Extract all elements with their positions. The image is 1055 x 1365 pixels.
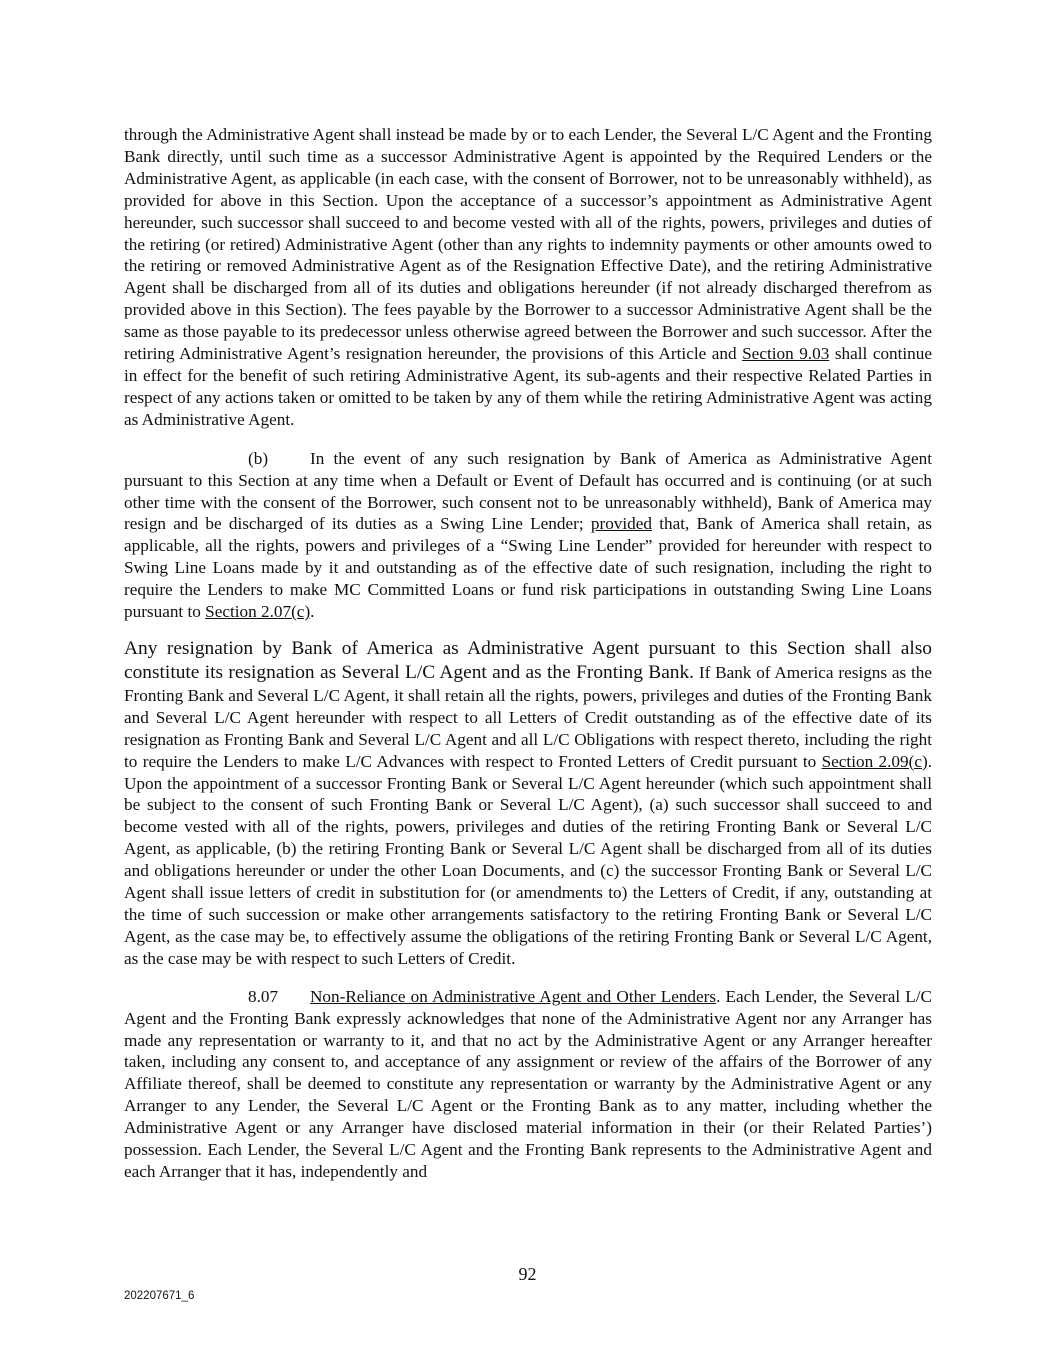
section-number: 8.07 xyxy=(248,986,279,1006)
document-body xyxy=(124,124,932,1183)
clause-label: (b) xyxy=(248,448,269,468)
section-reference-link[interactable]: Section 2.07(c) xyxy=(205,602,311,622)
document-id: 202207671_6 xyxy=(124,1290,195,1302)
paragraph-continued: through the Administrative Agent shall instead be made by or to each Lender, the Several L/C Agent and the Fronting Bank directly, until such time as a successor Administrative Agent is appointed by the Required Lenders or the Administrative Agent, as applicable (in each case, with the consent of Borrower, not to be unreasonably withheld), as provided for above in this Section. Upon the acceptance of a successor’s appointment as Administrative Agent hereunder, such successor shall succeed to and become vested with all of the rights, powers, privileges and duties of the retiring (or retired) Administrative Agent (other than any rights to indemnity payments or other amounts owed to the retiring or removed Administrative Agent as of the Resignation Effective Date), and the retiring Administrative Agent shall be discharged from all of its duties and obligations hereunder (if not already discharged therefrom as provided above in this Section). The fees payable by the Borrower to a successor Administrative Agent shall be the same as those payable to its predecessor unless otherwise agreed between the Borrower and such successor. After the retiring Administrative Agent’s resignation hereunder, the provisions of this Article and Section 9.03 shall continue in effect for the benefit of such retiring Administrative Agent, its sub-agents and their respective Related Parties in respect of any actions taken or omitted to be taken by any of them while the retiring Administrative Agent was acting as Administrative Agent. xyxy=(124,125,932,429)
section-heading: Non-Reliance on Administrative Agent and Other Lenders xyxy=(310,986,717,1006)
emphasis-provided: provided xyxy=(590,514,652,534)
section-8-07: 8.07 Non-Reliance on Administrative Agent and Other Lenders. Each Lender, the Several L/C Agent and the Fronting Bank expressly acknowledges that none of the Administrative Agent nor any Arranger has made any representation or warranty to it, and that no act by the Administrative Agent or any Arranger hereafter taken, including any consent to, and acceptance of any assignment or review of the affairs of the Borrower of any Affiliate thereof, shall be deemed to constitute any representation or warranty by the Administrative Agent or any Arranger to any Lender, the Several L/C Agent or the Fronting Bank as to any matter, including whether the Administrative Agent or any Arranger have disclosed material information in their (or their Related Parties’) possession. Each Lender, the Several L/C Agent and the Fronting Bank represents to the Administrative Agent and each Arranger that it has, independently and xyxy=(124,986,933,1181)
paragraph-b: (b) In the event of any such resignation by Bank of America as Administrative Agent pursuant to this Section at any time when a Default or Event of Default has occurred and is continuing (or at such other time with the consent of the Borrower, such consent not to be unreasonably withheld), Bank of America may resign and be discharged of its duties as a Swing Line Lender; provided that, Bank of America shall retain, as applicable, all the rights, powers and privileges of a “Swing Line Lender” provided for hereunder with respect to Swing Line Loans made by it and outstanding as of the effective date of such resignation, including the right to require the Lenders to make MC Committed Loans or fund risk participations in outstanding Swing Line Loans pursuant to Section 2.07(c). xyxy=(124,448,932,622)
paragraph-resignation: Any resignation by Bank of America as Administrative Agent pursuant to this Section shall also constitute its resignation as Several L/C Agent and as the Fronting Bank. If Bank of America resigns as the Fronting Bank and Several L/C Agent, it shall retain all the rights, powers, privileges and duties of the Fronting Bank and Several L/C Agent hereunder with respect to all Letters of Credit outstanding as of the effective date of its resignation as Fronting Bank and Several L/C Agent and all L/C Obligations with respect thereto, including the right to require the Lenders to make L/C Advances with respect to Fronted Letters of Credit pursuant to Section 2.09(c). Upon the appointment of a successor Fronting Bank or Several L/C Agent hereunder (which such appointment shall be subject to the consent of such Fronting Bank or Several L/C Agent), (a) such successor shall succeed to and become vested with all of the rights, powers, privileges and duties of the retiring Fronting Bank or Several L/C Agent, as applicable, (b) the retiring Fronting Bank or Several L/C Agent shall be discharged from all of its duties and obligations hereunder or under the other Loan Documents, and (c) the successor Fronting Bank or Several L/C Agent shall issue letters of credit in substitution for (or amendments to) the Letters of Credit, if any, outstanding at the time of such succession or make other arrangements satisfactory to the retiring Fronting Bank or Several L/C Agent, as the case may be, to effectively assume the obligations of the retiring Fronting Bank or Several L/C Agent, as the case may be with respect to such Letters of Credit. xyxy=(124,637,932,968)
resignation-lead-sentence: Any resignation by Bank of America as Administrative Agent pursuant to this Section shall also constitute its resignation as Several L/C Agent and as the Fronting Bank. xyxy=(124,637,932,683)
section-reference-link[interactable]: Section 2.09(c) xyxy=(821,751,928,771)
section-reference-link[interactable]: Section 9.03 xyxy=(742,344,830,364)
page-number: 92 xyxy=(518,1264,537,1284)
